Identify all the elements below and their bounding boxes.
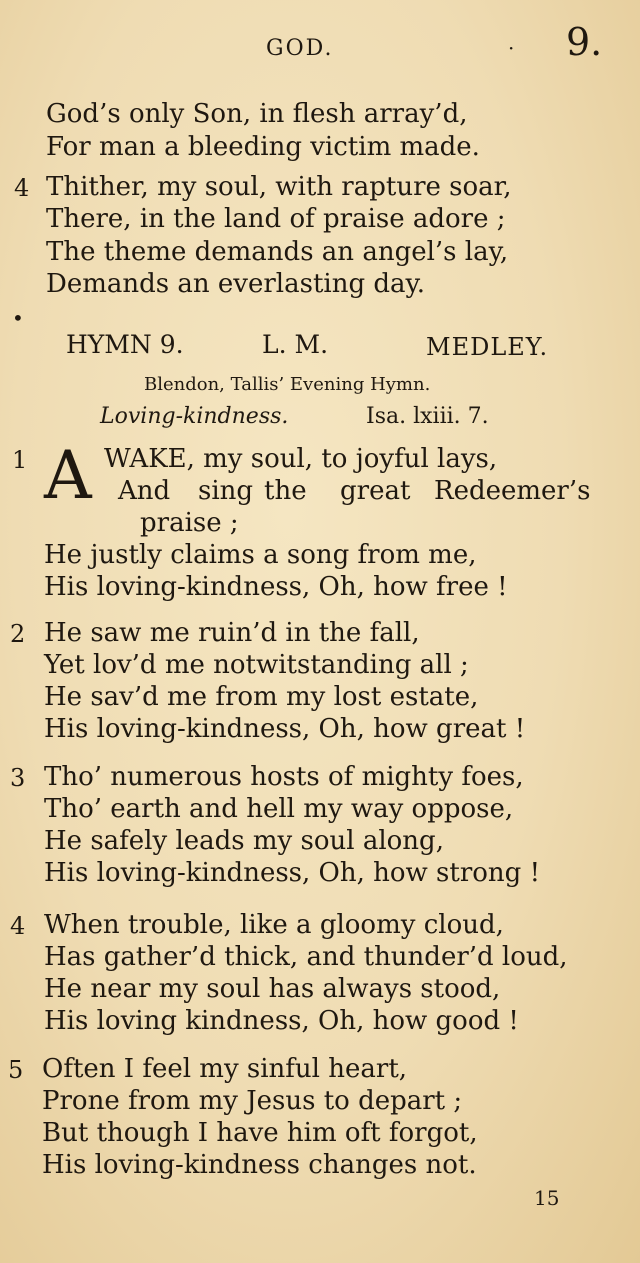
text-line: His loving-kindness, Oh, how free ! bbox=[44, 572, 508, 602]
running-title: GOD. bbox=[266, 36, 334, 61]
verse-number: 4 bbox=[10, 912, 26, 940]
text-line: Has gather’d thick, and thunder’d loud, bbox=[44, 942, 568, 972]
text-line: He sav’d me from my lost estate, bbox=[44, 682, 479, 712]
text-line: Often I feel my sinful heart, bbox=[42, 1054, 408, 1084]
decorative-dot: • bbox=[12, 306, 24, 330]
signature-mark: 15 bbox=[534, 1186, 560, 1210]
text-line: His loving-kindness changes not. bbox=[42, 1150, 477, 1180]
text-line: There, in the land of praise adore ; bbox=[46, 204, 506, 234]
hymn-meter: L. M. bbox=[262, 330, 329, 359]
verse-number: 5 bbox=[8, 1056, 24, 1084]
text-line: When trouble, like a gloomy cloud, bbox=[44, 910, 504, 940]
hymn-label: HYMN 9. bbox=[66, 330, 184, 359]
drop-cap: A bbox=[44, 437, 92, 514]
word: great bbox=[340, 476, 411, 506]
text-line: He safely leads my soul along, bbox=[44, 826, 444, 856]
tune-list: Blendon, Tallis’ Evening Hymn. bbox=[144, 374, 431, 395]
verse-number: 3 bbox=[10, 764, 26, 792]
text-line: WAKE, my soul, to joyful lays, bbox=[104, 444, 498, 474]
text-line: But though I have him oft forgot, bbox=[42, 1118, 478, 1148]
text-line: His loving-kindness, Oh, how strong ! bbox=[44, 858, 541, 888]
text-line: He justly claims a song from me, bbox=[44, 540, 477, 570]
verse-number: 2 bbox=[10, 620, 26, 648]
hymn-tune: MEDLEY. bbox=[426, 333, 549, 361]
text-line: He near my soul has always stood, bbox=[44, 974, 501, 1004]
text-line: He saw me ruin’d in the fall, bbox=[44, 618, 420, 648]
page-number: 9. bbox=[566, 20, 603, 64]
text-line: His loving-kindness, Oh, how great ! bbox=[44, 714, 526, 744]
word: sing bbox=[198, 476, 254, 506]
text-line: His loving kindness, Oh, how good ! bbox=[44, 1006, 519, 1036]
word: Redeemer’s bbox=[434, 476, 591, 506]
text-line: God’s only Son, in flesh array’d, bbox=[46, 99, 468, 129]
verse-number: 4 bbox=[14, 174, 30, 202]
word: the bbox=[264, 476, 307, 506]
text-line: Yet lov’d me notwitstanding all ; bbox=[44, 650, 469, 680]
text-line: The theme demands an angel’s lay, bbox=[46, 237, 509, 267]
hymn-subject: Loving-kindness. bbox=[100, 404, 289, 429]
verse-number: 1 bbox=[12, 446, 28, 474]
decorative-dot: · bbox=[508, 36, 515, 60]
text-line: praise ; bbox=[140, 508, 239, 538]
text-line: Prone from my Jesus to depart ; bbox=[42, 1086, 463, 1116]
word: And bbox=[118, 476, 171, 506]
text-line: Demands an everlasting day. bbox=[46, 269, 426, 299]
text-line: Thither, my soul, with rapture soar, bbox=[46, 172, 512, 202]
scripture-reference: Isa. lxiii. 7. bbox=[366, 404, 489, 429]
text-line: For man a bleeding victim made. bbox=[46, 132, 480, 162]
text-line: Tho’ earth and hell my way oppose, bbox=[44, 794, 514, 824]
text-line: Tho’ numerous hosts of mighty foes, bbox=[44, 762, 524, 792]
